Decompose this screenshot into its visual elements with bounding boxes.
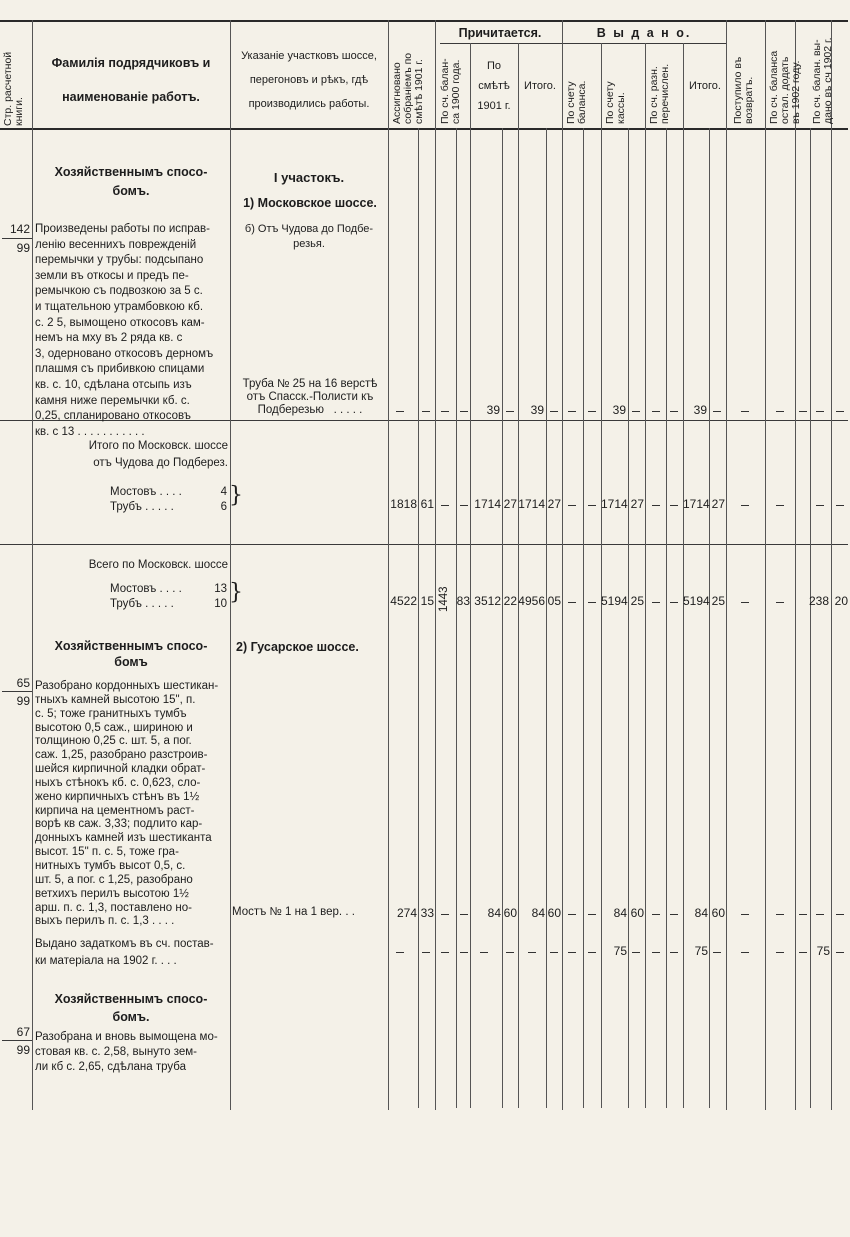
assigned-kopecks: 61 [420,497,434,511]
balance-1900-rubles: 1443 [438,586,450,612]
empty-cell-dash [670,602,678,603]
header-page-ref: Стр. расчетной книги. [2,51,25,126]
col-rule [645,43,646,1108]
header-contractors: Фамилія подрядчиковъ и наименованіе работъ. [51,56,211,104]
empty-cell-dash [816,411,824,412]
empty-cell-dash [441,505,449,506]
col-rule [583,128,584,1108]
brace-icon: } [229,580,243,605]
header-estimate-1901: По смѣтѣ 1901 г. [477,60,511,112]
empty-cell-dash [588,914,596,915]
col-rule [546,128,547,1108]
estimate-kopecks: 22 [503,594,517,608]
work-description: Разобрано кордонныхъ шестикан- тныхъ камней высотою 15", п. с. 5; тоже гранитныхъ тумбъ высотою 0,5 саж., шириною и толщиною 0,25 с. шт. 5, а пог. саж. 1,25, разобрано разстроив- шейся кирпичной кладки обрат- ныхъ стѣнокъ кб. с. 0,623, сло- жено кирпичныхъ стѣнъ въ 1½ кирпича на цементномъ раст- ворѣ кв саж. 3,33; подлито кар- донныхъ камней изъ шестиканта высот. 15" п. с. 5, тоже гра- нитныхъ тумбъ высот 0,5, с. шт. 5, а пог. с 1,25, разобрано ветхихъ перилъ высотою 1½ арш. п. с. 1,3, поставлено но- выхъ перилъ п. с. 1,3 . . . . [35,680,219,928]
col-rule [765,20,766,1110]
empty-cell-dash [799,952,807,953]
subtotal-bridges-label: Мостовъ . . . . [110,486,182,498]
empty-cell-dash [652,952,660,953]
issued-1902-kopecks: 20 [834,594,848,608]
header-misc-account: По сч. разн. перечислен. [648,63,671,124]
empty-cell-dash [528,952,536,953]
total-due-value: 39 [530,403,544,417]
advance-description: Выдано задаткомъ въ сч. постав- ки матеріала на 1902 г. . . . [35,938,214,967]
issued-rubles: 1714 [683,497,710,511]
empty-cell-dash [816,914,824,915]
issued-1902-value: 75 [816,944,830,958]
col-rule [562,20,563,1110]
empty-cell-dash [652,914,660,915]
page-ref: 99 [16,1043,30,1057]
total-label: Всего по Московск. шоссе [88,559,228,571]
cash-rubles: 1714 [601,497,628,511]
subtotal-pipes-count: 6 [220,501,227,513]
issued-kopecks: 27 [711,497,725,511]
col-rule [726,20,727,1110]
section-title: I участокъ. [273,170,345,185]
total-due-kopecks: 60 [547,906,561,920]
estimate-value: 39 [486,403,500,417]
empty-cell-dash [396,411,404,412]
header-total-issued: Итого. [689,80,721,92]
total-due-rubles: 1714 [518,497,545,511]
header-balance-remaining: По сч. баланса остал. додать въ 1902 году. [768,50,802,124]
estimate-kopecks: 27 [503,497,517,511]
issued-kopecks: 60 [711,906,725,920]
assigned-rubles: 274 [396,906,417,920]
col-rule [418,128,419,1108]
estimate-kopecks: 60 [503,906,517,920]
total-due-kopecks: 27 [547,497,561,511]
cash-rubles: 84 [613,906,627,920]
empty-cell-dash [816,505,824,506]
section-heading: Хозяйственнымъ спосо- бомъ. [54,165,208,198]
page-ref: 67 [16,1025,30,1039]
col-rule [666,128,667,1108]
road-name: 2) Гусарское шоссе. [236,640,359,654]
empty-cell-dash [441,914,449,915]
issued-1902-rubles: 238 [808,594,829,608]
empty-cell-dash [588,602,596,603]
estimate-rubles: 1714 [474,497,501,511]
empty-cell-dash [670,411,678,412]
empty-cell-dash [460,505,468,506]
issued-kopecks: 25 [711,594,725,608]
total-pipes-count: 10 [214,598,227,610]
empty-cell-dash [460,952,468,953]
section-heading: Хозяйственнымъ спосо- бомъ [54,639,208,669]
total-due-rubles: 84 [531,906,545,920]
empty-cell-dash [396,952,404,953]
empty-cell-dash [836,914,844,915]
total-bridges-label: Мостовъ . . . . [110,583,182,595]
road-stretch: б) Отъ Чудова до Подбе- резья. [244,223,374,250]
empty-cell-dash [460,411,468,412]
balance-1900-kopecks: 83 [456,594,470,608]
estimate-rubles: 3512 [474,594,501,608]
work-location: Мостъ № 1 на 1 вер. . . [232,906,355,918]
page-ref-rule-1 [2,238,32,239]
empty-cell-dash [568,914,576,915]
subtotal-bridges-count: 4 [220,486,227,498]
total-issued-value: 39 [693,403,707,417]
col-rule [388,20,389,1110]
header-top-rule [0,20,848,22]
page-ref: 99 [16,241,30,255]
empty-cell-dash [670,505,678,506]
empty-cell-dash [670,914,678,915]
empty-cell-dash [776,602,784,603]
section-heading: Хозяйственнымъ спосо- бомъ. [54,992,208,1024]
empty-cell-dash [632,952,640,953]
empty-cell-dash [550,952,558,953]
empty-cell-dash [652,602,660,603]
empty-cell-dash [550,411,558,412]
brace-icon: } [229,483,243,508]
col-rule [831,20,832,1110]
col-rule [795,20,796,1110]
empty-cell-dash [652,505,660,506]
empty-cell-dash [776,914,784,915]
subtotal-label: Итого по Московск. шоссе отъ Чудова до Подберез. [88,440,228,469]
header-balance-account: По счету баланса. [565,80,588,124]
header-group-issued: В ы д а н о. [596,26,692,40]
col-rule [32,20,33,1110]
empty-cell-dash [568,411,576,412]
col-rule [470,43,471,1108]
empty-cell-dash [506,952,514,953]
empty-cell-dash [836,505,844,506]
col-rule [456,128,457,1108]
empty-cell-dash [776,952,784,953]
empty-cell-dash [741,411,749,412]
empty-cell-dash [652,411,660,412]
header-returned: Поступило въ возвратъ. [732,56,755,124]
empty-cell-dash [776,505,784,506]
page-ref: 142 [9,222,30,236]
cash-value: 39 [612,403,626,417]
issued-rubles: 5194 [683,594,710,608]
assigned-kopecks: 33 [420,906,434,920]
empty-cell-dash [588,505,596,506]
col-rule [628,128,629,1108]
empty-cell-dash [836,952,844,953]
page-ref: 99 [16,694,30,708]
col-rule [709,128,710,1108]
col-rule [518,43,519,1108]
estimate-rubles: 84 [487,906,501,920]
cash-kopecks: 27 [630,497,644,511]
empty-cell-dash [741,952,749,953]
total-due-kopecks: 05 [547,594,561,608]
empty-cell-dash [741,505,749,506]
col-rule [435,20,436,1110]
header-group-due: Причитается. [458,26,542,40]
col-rule [502,128,503,1108]
issued-rubles: 84 [694,906,708,920]
subtotal-pipes-label: Трубъ . . . . . [110,501,174,513]
empty-cell-dash [460,914,468,915]
assigned-rubles: 4522 [390,594,417,608]
assigned-kopecks: 15 [420,594,434,608]
empty-cell-dash [568,952,576,953]
cash-kopecks: 25 [630,594,644,608]
page-ref-rule-3 [2,1040,32,1041]
empty-cell-dash [632,411,640,412]
cash-kopecks: 60 [630,906,644,920]
empty-cell-dash [422,952,430,953]
row-rule-2 [0,544,848,545]
empty-cell-dash [568,505,576,506]
empty-cell-dash [776,411,784,412]
col-rule [810,128,811,1108]
header-cash-account: По счету кассы. [604,81,627,124]
page-ref: 65 [16,676,30,690]
empty-cell-dash [480,952,488,953]
header-total-due: Итого. [524,80,556,92]
header-sections: Указаніе участковъ шоссе, перегоновъ и рѣкъ, гдѣ производились работы. [241,50,377,110]
empty-cell-dash [713,952,721,953]
road-name: 1) Московское шоссе. [243,196,377,210]
empty-cell-dash [588,411,596,412]
work-description: Произведены работы по исправ- ленію весеннихъ поврежденій перемычки у трубы: подсыпано земли въ откосы и предъ пе- ремычкою съ подвозкою за 5 с. и тщательною утрамбовкою кб. с. 2 5, вымощено откосовъ кам- немъ на мху въ 2 ряда кв. с 3, одерновано откосовъ дерномъ плашмя съ прибивкою спицами кв. с. 10, сдѣлана отсыпь изъ камня ниже перемычки кб. с. 0,25, спланировано откосовъ кв. с 13 . . . . . . . . . . . [35,223,214,438]
col-rule [230,20,231,1110]
empty-cell-dash [506,411,514,412]
empty-cell-dash [741,602,749,603]
total-due-rubles: 4956 [518,594,545,608]
empty-cell-dash [741,914,749,915]
empty-cell-dash [670,952,678,953]
empty-cell-dash [799,914,807,915]
empty-cell-dash [422,411,430,412]
work-description: Разобрана и вновь вымощена мо- стовая кв. с. 2,58, вынуто зем- ли кб с. 2,65, сдѣлана труба [35,1031,218,1073]
total-bridges-count: 13 [214,583,227,595]
header-balance-issued-1902: По сч. балан. вы- дано въ сч 1902 г. [811,37,834,124]
header-bottom-rule [0,128,848,130]
empty-cell-dash [836,411,844,412]
cash-value: 75 [613,944,627,958]
header-assigned: Ассигновано собраніемъ по смѣтѣ 1901 г. [391,52,425,124]
empty-cell-dash [568,602,576,603]
issued-value: 75 [694,944,708,958]
empty-cell-dash [713,411,721,412]
empty-cell-dash [441,952,449,953]
empty-cell-dash [799,411,807,412]
assigned-rubles: 1818 [390,497,417,511]
empty-cell-dash [588,952,596,953]
cash-rubles: 5194 [601,594,628,608]
total-pipes-label: Трубъ . . . . . [110,598,174,610]
empty-cell-dash [441,411,449,412]
header-balance-1900: По сч. балан- са 1900 года. [439,58,462,124]
work-location: Труба № 25 на 16 верстѣ отъ Спасск.-Полисти къ Подберезью . . . . . [242,378,378,416]
page-ref-rule-2 [2,691,32,692]
